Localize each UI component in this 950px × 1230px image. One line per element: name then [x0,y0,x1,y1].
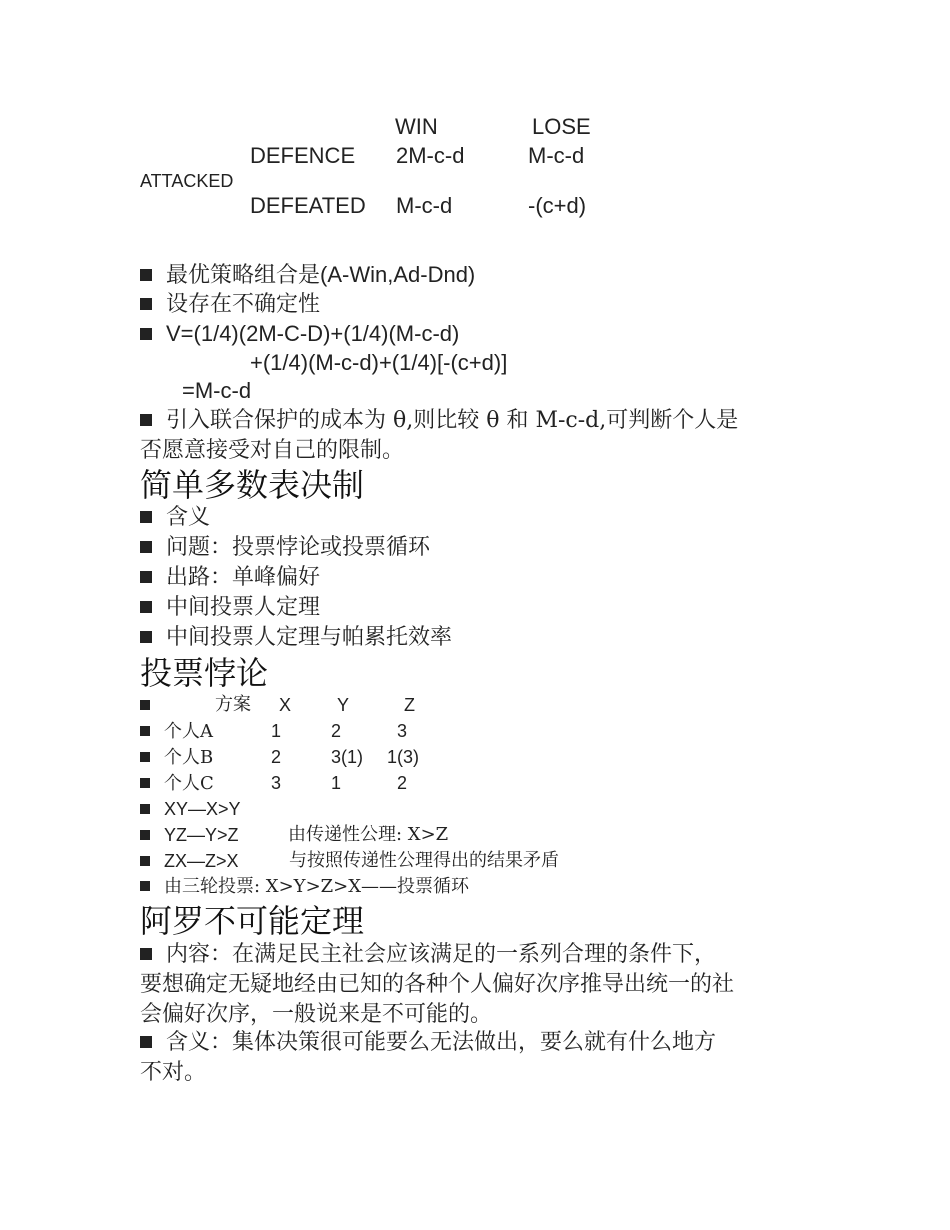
bullet-square-icon [140,328,152,340]
table-row: 个人B [140,746,213,769]
arrow-meaning: 含义：集体决策很可能要么无法做出，要么就有什么地方 不对。 [140,1030,717,1085]
bullet-square-icon [140,830,150,840]
note-transitivity: 由传递性公理: X>Z [288,824,449,845]
arrow-content: 内容：在满足民主社会应该满足的一系列合理的条件下， 要想确定无疑地经由已知的各种个人偏好次序推导出统一的社 会偏好次序，一般说来是不可能的。 [140,942,735,1027]
bullet-v-formula: V=(1/4)(2M-C-D)+(1/4)(M-c-d) [140,321,459,347]
bullet-square-icon [140,1036,152,1048]
bullet-square-icon [140,778,150,788]
header-plan: 方案 [215,694,251,715]
bullet-square-icon [140,948,152,960]
row-defence-label: DEFENCE [250,143,356,168]
bullet-square-icon [140,881,150,891]
cell-b-x: 2 [271,747,282,767]
bullet-uncertainty: 设存在不确定性 [140,292,320,318]
list-item: 由三轮投票: X>Y>Z>X——投票循环 [140,876,469,898]
cell-b-z: 1(3) [387,747,420,767]
bullet-square-icon [140,414,152,426]
note-contradiction: 与按照传递性公理得出的结果矛盾 [289,850,559,871]
bullet-square-icon [140,511,152,523]
bullet-square-icon [140,804,150,814]
list-item: 中间投票人定理 [140,595,320,621]
bullet-square-icon [140,541,152,553]
bullet-square-icon [140,752,150,762]
header-x: X [279,695,292,715]
row-attacked-label: ATTACKED [140,171,234,191]
table-row: 个人A [140,720,213,743]
list-item: ZX—Z>X [140,850,239,872]
heading-arrow-theorem: 阿罗不可能定理 [140,902,365,940]
cell-b-y: 3(1) [331,747,364,767]
col-win: WIN [395,114,438,139]
list-item: YZ—Y>Z [140,824,239,846]
row-defence-win: 2M-c-d [396,143,465,168]
header-z: Z [404,695,415,715]
row-defeated-label: DEFEATED [250,193,366,218]
header-y: Y [337,695,350,715]
bullet-square-icon [140,700,150,710]
list-item: XY—X>Y [140,798,241,820]
table-row [140,694,164,716]
row-defeated-lose: -(c+d) [528,193,587,218]
cell-c-x: 3 [271,773,282,793]
row-defence-lose: M-c-d [528,143,585,168]
v-formula-line2: +(1/4)(M-c-d)+(1/4)[-(c+d)] [250,350,508,375]
list-item: 问题：投票悖论或投票循环 [140,535,430,561]
col-lose: LOSE [532,114,591,139]
bullet-square-icon [140,298,152,310]
cell-c-z: 2 [397,773,408,793]
row-defeated-win: M-c-d [396,193,453,218]
list-item: 出路：单峰偏好 [140,565,320,591]
cell-a-x: 1 [271,721,282,741]
table-row: 个人C [140,772,214,795]
v-formula-line3: =M-c-d [182,378,252,403]
bullet-square-icon [140,856,150,866]
list-item: 中间投票人定理与帕累托效率 [140,625,452,651]
bullet-square-icon [140,571,152,583]
bullet-joint-protection: 引入联合保护的成本为 θ,则比较 θ 和 M-c-d,可判断个人是 否愿意接受对自己的限制。 [140,408,739,463]
cell-c-y: 1 [331,773,342,793]
cell-a-y: 2 [331,721,342,741]
bullet-square-icon [140,726,150,736]
cell-a-z: 3 [397,721,408,741]
bullet-square-icon [140,601,152,613]
heading-voting-paradox: 投票悖论 [140,654,269,692]
bullet-square-icon [140,631,152,643]
list-item: 含义 [140,505,210,531]
bullet-optimal-strategy: 最优策略组合是(A-Win,Ad-Dnd) [140,262,475,289]
heading-simple-majority: 简单多数表决制 [140,466,365,504]
bullet-square-icon [140,269,152,281]
